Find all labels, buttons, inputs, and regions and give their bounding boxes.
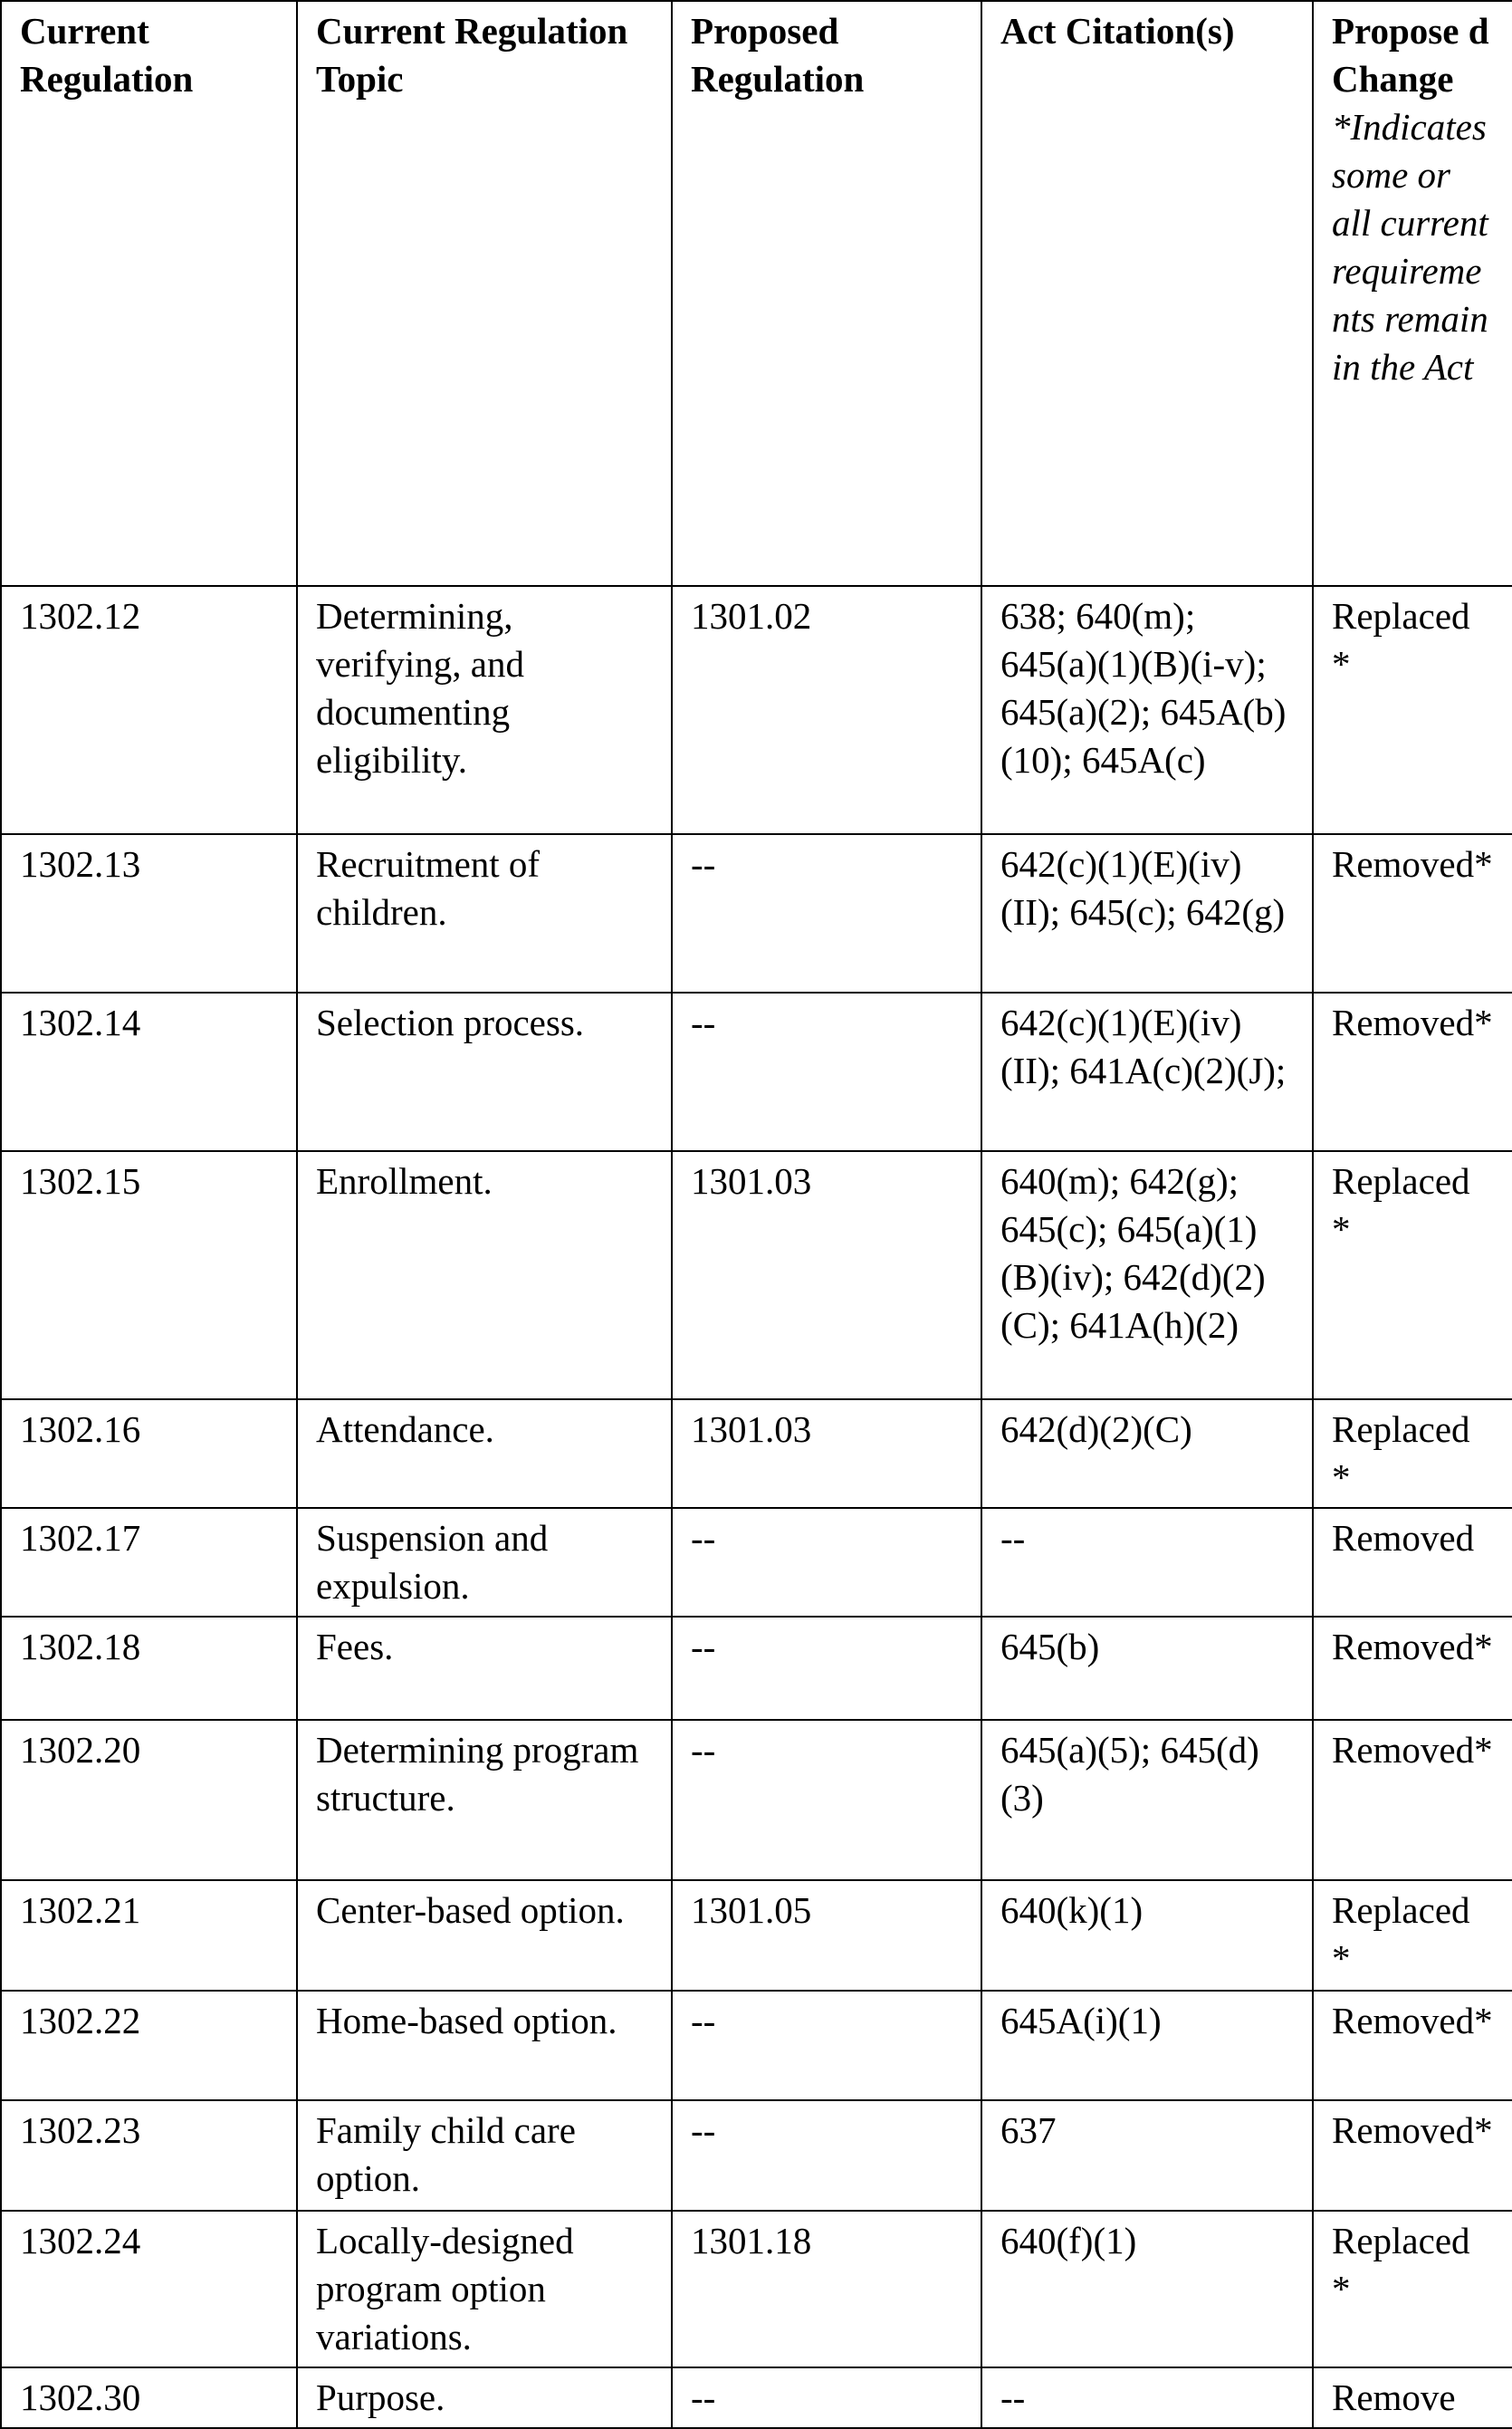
cell-topic: Center-based option.: [297, 1880, 672, 1991]
table-row: [1, 1991, 1512, 2100]
cell-proposed-change: Replaced *: [1313, 1151, 1512, 1399]
cell-proposed-change: Remove: [1313, 2367, 1512, 2428]
table-row: [1, 993, 1512, 1151]
cell-act-citations: 642(c)(1)(E)(iv)(II); 645(c); 642(g): [981, 834, 1313, 993]
cell-proposed-regulation: --: [672, 2367, 981, 2428]
table-row: [1, 2367, 1512, 2428]
cell-act-citations: 642(d)(2)(C): [981, 1399, 1313, 1508]
cell-proposed-change: Removed*: [1313, 2100, 1512, 2211]
cell-proposed-change: Removed*: [1313, 1617, 1512, 1720]
cell-proposed-regulation: 1301.05: [672, 1880, 981, 1991]
table-row: [1, 1617, 1512, 1720]
header-proposed-change-note: *Indicates some or all current requirements remain in the Act: [1332, 106, 1488, 388]
cell-proposed-change: Replaced *: [1313, 1880, 1512, 1991]
cell-proposed-change: Removed*: [1313, 993, 1512, 1151]
cell-current-regulation: 1302.13: [1, 834, 297, 993]
cell-current-regulation: 1302.30: [1, 2367, 297, 2428]
cell-current-regulation: 1302.17: [1, 1508, 297, 1617]
table-row: [1, 1508, 1512, 1617]
cell-topic: Recruitment of children.: [297, 834, 672, 993]
cell-proposed-change: Removed*: [1313, 1991, 1512, 2100]
cell-current-regulation: 1302.21: [1, 1880, 297, 1991]
header-proposed-change: [1313, 1, 1512, 586]
cell-current-regulation: 1302.23: [1, 2100, 297, 2211]
cell-act-citations: 645(b): [981, 1617, 1313, 1720]
cell-current-regulation: 1302.24: [1, 2211, 297, 2367]
cell-proposed-change: Replaced *: [1313, 2211, 1512, 2367]
cell-topic: Selection process.: [297, 993, 672, 1151]
cell-current-regulation: 1302.22: [1, 1991, 297, 2100]
cell-topic: Suspension and expulsion.: [297, 1508, 672, 1617]
cell-proposed-regulation: 1301.03: [672, 1399, 981, 1508]
cell-topic: Enrollment.: [297, 1151, 672, 1399]
cell-topic: Determining, verifying, and documenting eligibility.: [297, 586, 672, 834]
cell-act-citations: --: [981, 2367, 1313, 2428]
cell-proposed-regulation: 1301.03: [672, 1151, 981, 1399]
cell-current-regulation: 1302.12: [1, 586, 297, 834]
cell-topic: Attendance.: [297, 1399, 672, 1508]
cell-current-regulation: 1302.14: [1, 993, 297, 1151]
cell-act-citations: 640(m); 642(g); 645(c); 645(a)(1)(B)(iv); 642(d)(2)(C); 641A(h)(2): [981, 1151, 1313, 1399]
cell-topic: Locally-designed program option variations.: [297, 2211, 672, 2367]
cell-proposed-regulation: 1301.18: [672, 2211, 981, 2367]
header-current-regulation: Current Regulation: [1, 1, 297, 586]
cell-proposed-regulation: --: [672, 1508, 981, 1617]
header-act-citations: Act Citation(s): [981, 1, 1313, 586]
cell-act-citations: 640(k)(1): [981, 1880, 1313, 1991]
table-row: [1, 834, 1512, 993]
table-row: [1, 1399, 1512, 1508]
cell-act-citations: 645(a)(5); 645(d)(3): [981, 1720, 1313, 1880]
table-row: [1, 1151, 1512, 1399]
cell-current-regulation: 1302.16: [1, 1399, 297, 1508]
cell-proposed-change: Removed*: [1313, 834, 1512, 993]
cell-act-citations: 640(f)(1): [981, 2211, 1313, 2367]
cell-proposed-change: Removed*: [1313, 1720, 1512, 1880]
table-row: [1, 2211, 1512, 2367]
header-proposed-change-label: Propose d Change: [1332, 10, 1489, 100]
cell-proposed-regulation: --: [672, 1720, 981, 1880]
cell-proposed-regulation: --: [672, 993, 981, 1151]
cell-proposed-regulation: --: [672, 834, 981, 993]
cell-act-citations: 638; 640(m); 645(a)(1)(B)(i-v); 645(a)(2); 645A(b)(10); 645A(c): [981, 586, 1313, 834]
table-row: [1, 1720, 1512, 1880]
table-row: [1, 586, 1512, 834]
header-current-topic: Current Regulation Topic: [297, 1, 672, 586]
cell-proposed-change: Replaced *: [1313, 1399, 1512, 1508]
cell-proposed-regulation: --: [672, 2100, 981, 2211]
cell-topic: Purpose.: [297, 2367, 672, 2428]
cell-topic: Family child care option.: [297, 2100, 672, 2211]
cell-topic: Home-based option.: [297, 1991, 672, 2100]
header-proposed-regulation: Proposed Regulation: [672, 1, 981, 586]
table-row: [1, 2100, 1512, 2211]
cell-proposed-change: Removed: [1313, 1508, 1512, 1617]
cell-act-citations: 637: [981, 2100, 1313, 2211]
cell-proposed-regulation: --: [672, 1617, 981, 1720]
cell-current-regulation: 1302.20: [1, 1720, 297, 1880]
cell-proposed-change: Replaced *: [1313, 586, 1512, 834]
cell-proposed-regulation: --: [672, 1991, 981, 2100]
cell-act-citations: 645A(i)(1): [981, 1991, 1313, 2100]
cell-act-citations: --: [981, 1508, 1313, 1617]
cell-topic: Fees.: [297, 1617, 672, 1720]
table-row: [1, 1880, 1512, 1991]
cell-proposed-regulation: 1301.02: [672, 586, 981, 834]
cell-topic: Determining program structure.: [297, 1720, 672, 1880]
cell-current-regulation: 1302.15: [1, 1151, 297, 1399]
header-row: [1, 1, 1512, 586]
cell-act-citations: 642(c)(1)(E)(iv)(II); 641A(c)(2)(J);: [981, 993, 1313, 1151]
cell-current-regulation: 1302.18: [1, 1617, 297, 1720]
